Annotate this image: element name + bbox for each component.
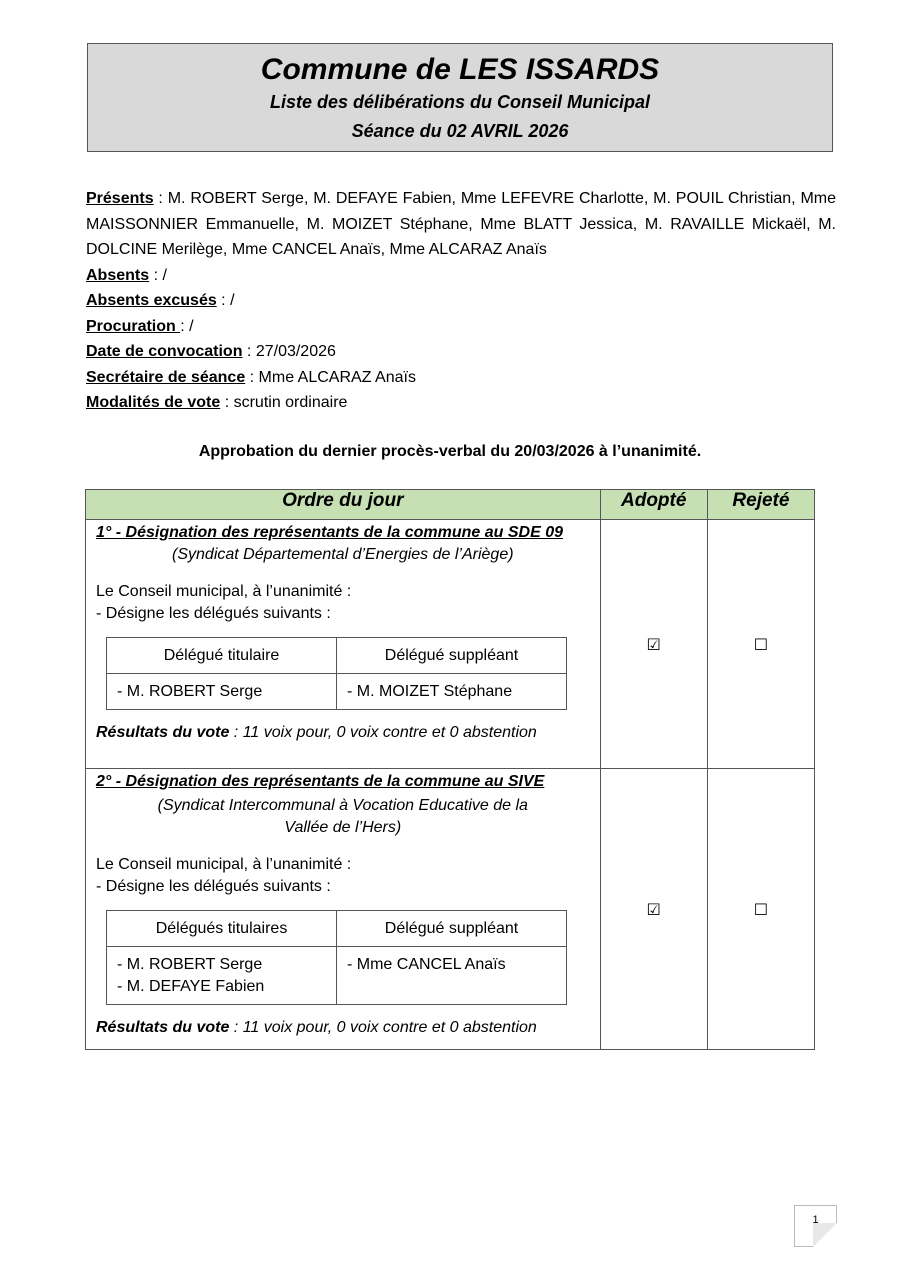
- agenda-item-2-content: [86, 769, 601, 1050]
- delegate-name: - M. ROBERT Serge: [117, 683, 263, 700]
- vote-value: : scrutin ordinaire: [220, 394, 348, 411]
- secretaire-value: : Mme ALCARAZ Anaïs: [245, 368, 416, 386]
- agenda-item-1-content: [86, 520, 601, 769]
- item-2-titulaires: [107, 947, 337, 1005]
- item-2-col2-header: Délégué suppléant: [337, 911, 567, 947]
- item-2-delegates-table: [106, 910, 567, 1005]
- page-number: [794, 1205, 837, 1247]
- excuses-label: Absents excusés: [86, 292, 217, 309]
- page-title: Commune de LES ISSARDS: [260, 53, 660, 86]
- page-number-text: 1: [812, 1214, 819, 1226]
- procuration-value: : /: [180, 317, 194, 335]
- agenda-item-2: [86, 769, 815, 1050]
- item-2-result: [96, 1017, 590, 1039]
- item-2-line1: Le Conseil municipal, à l’unanimité :: [96, 856, 352, 873]
- excuses-line: [86, 288, 836, 314]
- item-2-result-value: : 11 voix pour, 0 voix contre et 0 abstention: [229, 1019, 537, 1036]
- presents-label: Présents: [86, 190, 154, 207]
- convocation-value: : 27/03/2026: [242, 343, 336, 360]
- presents-line: [86, 186, 836, 263]
- item-1-delegates-table: [106, 637, 567, 710]
- vote-label: Modalités de vote: [86, 394, 221, 411]
- item-1-line1: Le Conseil municipal, à l’unanimité :: [96, 583, 352, 600]
- header-rejete: Rejeté: [707, 490, 814, 520]
- item-1-rejete-checkbox: ☐: [707, 520, 814, 769]
- item-1-title: 1° - Désignation des représentants de la commune au SDE 09: [96, 524, 563, 541]
- item-2-title: 2° - Désignation des représentants de la commune au SIVE: [96, 773, 545, 790]
- page-subtitle: Liste des délibérations du Conseil Municipal: [269, 92, 651, 112]
- secretaire-label: Secrétaire de séance: [86, 368, 246, 386]
- approval-statement: Approbation du dernier procès-verbal du 20/03/2026 à l’unanimité.: [198, 443, 702, 460]
- item-1-result-label: Résultats du vote: [96, 724, 230, 741]
- convocation-label: Date de convocation: [86, 343, 243, 360]
- absents-label: Absents: [86, 266, 150, 284]
- delegate-name: - M. ROBERT Serge: [117, 956, 263, 973]
- item-2-line2: - Désigne les délégués suivants :: [96, 878, 331, 895]
- attendance-info: [86, 186, 836, 416]
- item-2-subtitle-2: Vallée de l’Hers): [284, 819, 402, 836]
- item-1-subtitle: (Syndicat Départemental d’Energies de l’Ariège): [172, 546, 514, 563]
- page-fold-icon: [813, 1223, 837, 1247]
- presents-value: : M. ROBERT Serge, M. DEFAYE Fabien, Mme LEFEVRE Charlotte, M. POUIL Christian, Mme MAISSONNIER Emmanuelle, M. MOIZET Stéphane, Mme BLATT Jessica, M. RAVAILLE Mickaël, M. DOLCINE Merilège, Mme CANCEL Anaïs, Mme ALCARAZ Anaïs: [86, 190, 836, 258]
- header-adopte: Adopté: [600, 490, 707, 520]
- delegate-name: - Mme CANCEL Anaïs: [347, 956, 506, 973]
- agenda-item-1: [86, 520, 815, 769]
- item-1-col1-header: Délégué titulaire: [107, 638, 337, 674]
- item-1-suppleants: [337, 674, 567, 710]
- absents-value: : /: [149, 266, 167, 284]
- delegate-name: - M. DEFAYE Fabien: [117, 978, 265, 995]
- item-1-titulaires: [107, 674, 337, 710]
- item-2-adopte-checkbox: ☑: [600, 769, 707, 1050]
- excuses-value: : /: [216, 292, 235, 309]
- item-2-rejete-checkbox: ☐: [707, 769, 814, 1050]
- item-2-result-label: Résultats du vote: [96, 1019, 230, 1036]
- procuration-label: Procuration: [86, 317, 181, 335]
- delegate-name: - M. MOIZET Stéphane: [347, 683, 513, 700]
- convocation-line: [86, 339, 836, 365]
- vote-line: [86, 390, 836, 416]
- item-1-line2: - Désigne les délégués suivants :: [96, 605, 331, 622]
- agenda-header-row: [86, 490, 815, 520]
- session-date: Séance du 02 AVRIL 2026: [351, 121, 569, 141]
- procuration-line: [86, 314, 836, 340]
- item-1-result-value: : 11 voix pour, 0 voix contre et 0 abstention: [229, 724, 537, 741]
- absents-line: [86, 263, 836, 289]
- item-1-adopte-checkbox: ☑: [600, 520, 707, 769]
- item-2-col1-header: Délégués titulaires: [107, 911, 337, 947]
- item-1-col2-header: Délégué suppléant: [337, 638, 567, 674]
- item-2-suppleants: [337, 947, 567, 1005]
- item-1-result: [96, 722, 590, 744]
- secretaire-line: [86, 365, 836, 391]
- item-2-subtitle-1: (Syndicat Intercommunal à Vocation Educative de la: [157, 797, 528, 814]
- header-box: [87, 43, 833, 152]
- agenda-table: [85, 489, 815, 1050]
- header-ordre: Ordre du jour: [86, 490, 601, 520]
